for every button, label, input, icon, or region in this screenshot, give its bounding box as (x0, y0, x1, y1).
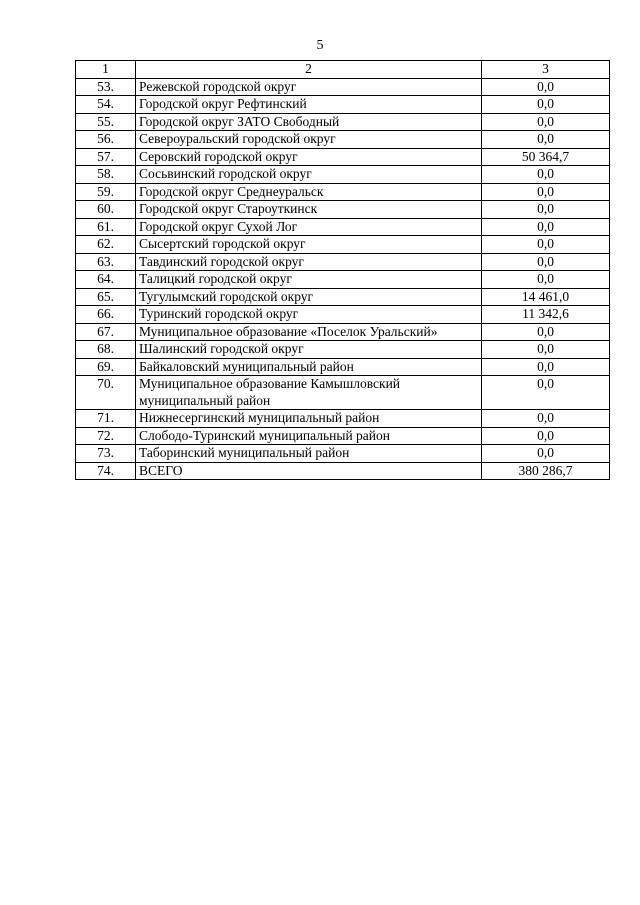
row-number-cell: 54. (76, 96, 136, 114)
table-row (76, 445, 610, 463)
amount-cell: 0,0 (482, 445, 610, 463)
table-row (76, 427, 610, 445)
municipality-name-cell: Сысертский городской округ (136, 236, 482, 254)
amount-cell: 0,0 (482, 323, 610, 341)
municipality-name-cell: Тугулымский городской округ (136, 288, 482, 306)
row-number-cell: 58. (76, 166, 136, 184)
row-number-cell: 63. (76, 253, 136, 271)
municipality-name-cell: Городской округ Среднеуральск (136, 183, 482, 201)
amount-cell: 0,0 (482, 376, 610, 410)
amount-cell: 0,0 (482, 236, 610, 254)
table-row (76, 462, 610, 480)
amount-cell: 0,0 (482, 131, 610, 149)
municipality-name-cell: Североуральский городской округ (136, 131, 482, 149)
row-number-cell: 73. (76, 445, 136, 463)
row-number-cell: 61. (76, 218, 136, 236)
row-number-cell: 70. (76, 376, 136, 410)
table-header-row (76, 61, 610, 79)
amount-cell: 0,0 (482, 201, 610, 219)
municipality-name-cell: Шалинский городской округ (136, 341, 482, 359)
table-row (76, 236, 610, 254)
municipality-name-cell: Нижнесергинский муниципальный район (136, 410, 482, 428)
municipality-name-cell: Городской округ Рефтинский (136, 96, 482, 114)
row-number-cell: 67. (76, 323, 136, 341)
table-row (76, 96, 610, 114)
row-number-cell: 64. (76, 271, 136, 289)
amount-cell: 50 364,7 (482, 148, 610, 166)
amount-cell: 0,0 (482, 253, 610, 271)
amount-cell: 0,0 (482, 113, 610, 131)
table-row (76, 358, 610, 376)
amount-cell: 11 342,6 (482, 306, 610, 324)
row-number-cell: 69. (76, 358, 136, 376)
municipality-name-cell: Муниципальное образование Камышловский муниципальный район (136, 376, 482, 410)
municipality-name-cell: Таборинский муниципальный район (136, 445, 482, 463)
amount-cell: 0,0 (482, 271, 610, 289)
column-header-value: 3 (482, 61, 610, 79)
table-row (76, 341, 610, 359)
amount-cell: 0,0 (482, 78, 610, 96)
row-number-cell: 72. (76, 427, 136, 445)
amount-cell: 0,0 (482, 166, 610, 184)
table-row (76, 148, 610, 166)
municipality-name-cell: Байкаловский муниципальный район (136, 358, 482, 376)
municipality-name-cell: Тавдинский городской округ (136, 253, 482, 271)
amount-cell: 0,0 (482, 183, 610, 201)
table-row (76, 131, 610, 149)
table-row (76, 323, 610, 341)
amount-cell: 380 286,7 (482, 462, 610, 480)
municipality-name-cell: Сосьвинский городской округ (136, 166, 482, 184)
amount-cell: 14 461,0 (482, 288, 610, 306)
page-number: 5 (316, 38, 324, 53)
row-number-cell: 65. (76, 288, 136, 306)
row-number-cell: 57. (76, 148, 136, 166)
amount-cell: 0,0 (482, 218, 610, 236)
municipality-name-cell: Городской округ Староуткинск (136, 201, 482, 219)
row-number-cell: 68. (76, 341, 136, 359)
row-number-cell: 56. (76, 131, 136, 149)
table-row (76, 376, 610, 410)
municipality-name-cell: Муниципальное образование «Поселок Уральский» (136, 323, 482, 341)
amount-cell: 0,0 (482, 341, 610, 359)
row-number-cell: 62. (76, 236, 136, 254)
row-number-cell: 55. (76, 113, 136, 131)
amount-cell: 0,0 (482, 96, 610, 114)
table-row (76, 183, 610, 201)
table-row (76, 306, 610, 324)
table-row (76, 166, 610, 184)
municipality-name-cell: Туринский городской округ (136, 306, 482, 324)
column-header-name: 2 (136, 61, 482, 79)
table-row (76, 288, 610, 306)
table-row (76, 78, 610, 96)
table-row (76, 218, 610, 236)
column-header-number: 1 (76, 61, 136, 79)
amount-cell: 0,0 (482, 410, 610, 428)
municipality-name-cell: Городской округ Сухой Лог (136, 218, 482, 236)
municipality-name-cell: Режевской городской округ (136, 78, 482, 96)
allocation-table (75, 60, 610, 480)
table-row (76, 271, 610, 289)
table-row (76, 253, 610, 271)
table-row (76, 410, 610, 428)
row-number-cell: 53. (76, 78, 136, 96)
table-body (76, 78, 610, 480)
municipality-name-cell: Слободо-Туринский муниципальный район (136, 427, 482, 445)
row-number-cell: 60. (76, 201, 136, 219)
row-number-cell: 59. (76, 183, 136, 201)
amount-cell: 0,0 (482, 358, 610, 376)
row-number-cell: 66. (76, 306, 136, 324)
municipality-name-cell: Талицкий городской округ (136, 271, 482, 289)
table-row (76, 113, 610, 131)
row-number-cell: 71. (76, 410, 136, 428)
amount-cell: 0,0 (482, 427, 610, 445)
row-number-cell: 74. (76, 462, 136, 480)
municipality-name-cell: Серовский городской округ (136, 148, 482, 166)
municipality-name-cell: ВСЕГО (136, 462, 482, 480)
municipality-name-cell: Городской округ ЗАТО Свободный (136, 113, 482, 131)
table-row (76, 201, 610, 219)
